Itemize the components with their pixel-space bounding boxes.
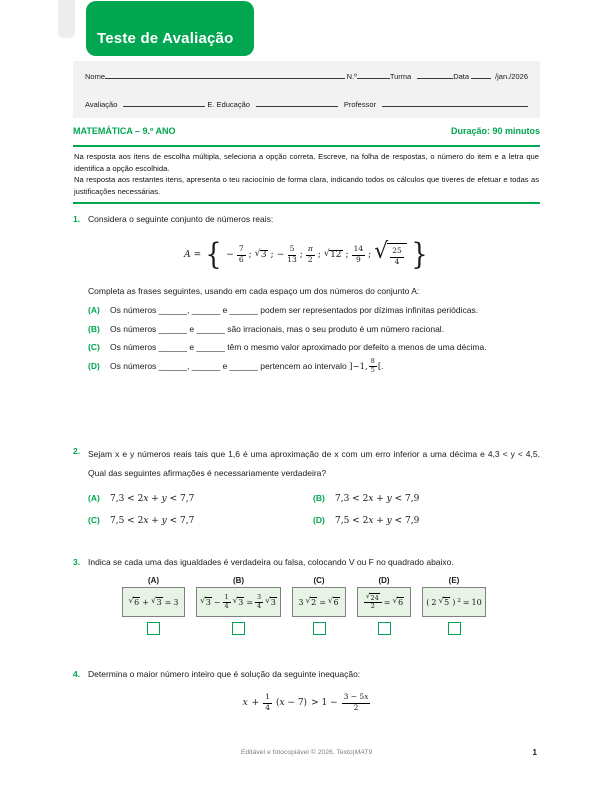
separator: ; (317, 250, 321, 260)
footer-text: Editável e fotocopiável © 2026, Texto|MAT9 (240, 749, 373, 756)
info-row-1 (85, 72, 528, 81)
radical-sign: √ (150, 596, 157, 606)
nome-blank-line (105, 76, 345, 79)
question-4-formula: x + $\frac{1}{4}$ (x − 7) > 1 − 3 − 5 x 2 (242, 692, 369, 712)
q3-label-e: (E) (448, 576, 460, 585)
q3-label-c: (C) (313, 576, 325, 585)
sqrt-6: √ 6 (392, 596, 404, 607)
fraction-pi-2: $\frac{\pi}{2}$ (307, 244, 313, 264)
question-4-number: 4. (73, 669, 81, 679)
numero-blank-line (357, 76, 390, 79)
sqrt-12: √ 12 (323, 248, 342, 261)
fraction-7-6: $\frac{7}{6}$ (238, 244, 244, 264)
q1-item-a-letter: (A) (88, 305, 100, 315)
q1-item-d (88, 357, 540, 377)
sqrt-3: √ 3 (200, 596, 211, 607)
q3-column-c (292, 576, 346, 635)
q3-column-e (422, 576, 486, 635)
duration-label: Duração: 90 minutos (450, 126, 540, 136)
sqrt-3: √ 3 (254, 248, 267, 261)
separator: ; (299, 250, 303, 260)
question-1-items (73, 301, 540, 376)
question-1-completa-row (73, 285, 540, 297)
question-2-text: Sejam x e y números reais tais que 1,6 é uma aproximação de x com um erro inferior a uma décima e 4,3 < y < 4,5. Qual das seguintes afirmações é necessariamente verdadeira? (88, 449, 540, 478)
q1-item-d-text: Os números ______, ______ e ______ pertencem ao intervalo ]−1, $\frac{8}{5}$ [. (110, 356, 384, 375)
set-a-formula (73, 231, 540, 279)
q2-option-d-letter: (D) (313, 515, 325, 525)
nome-label: Nome (85, 72, 106, 81)
turma-blank-line (417, 76, 453, 79)
q1-item-c-letter: (C) (88, 342, 100, 352)
q3-answer-square-d (378, 622, 391, 635)
close-brace: } (411, 237, 428, 272)
q2-option-b-letter: (B) (313, 493, 325, 503)
fraction-14-9: $\frac{14}{9}$ (353, 244, 364, 264)
interval-close: [ (377, 361, 382, 372)
fraction-1-4: $\frac{1}{4}$ (265, 692, 270, 712)
q2-option-a-letter: (A) (88, 493, 100, 503)
q1-item-d-letter: (D) (88, 360, 100, 371)
fraction-1-4: $\frac{1}{4}$ (224, 592, 229, 610)
question-2-options (88, 492, 540, 527)
q3-column-d (357, 576, 411, 635)
question-1-number: 1. (73, 214, 81, 224)
q3-answer-square-b (232, 622, 245, 635)
q3-equality-a: √ 6 + √ 3 = 3 (122, 587, 185, 617)
question-1-completa: Completa as frases seguintes, usando em cada espaço um dos números do conjunto A: (88, 286, 420, 296)
question-1 (73, 213, 540, 376)
set-name: A (184, 250, 191, 260)
question-2-number: 2. (73, 446, 81, 456)
q3-label-d: (D) (378, 576, 390, 585)
student-info-box (73, 61, 540, 118)
sqrt-6: √ 6 (128, 596, 140, 607)
fraction-3-4: $\frac{3}{4}$ (257, 592, 262, 610)
q1-item-b-letter: (B) (88, 323, 100, 334)
footer-brand: MAT9 (354, 749, 373, 756)
enc-educacao-blank-line (256, 104, 338, 107)
question-2 (73, 445, 540, 527)
equals-sign: = (193, 250, 202, 260)
numero-label: N.º (346, 72, 357, 81)
question-3-columns (122, 576, 540, 635)
info-row-2 (85, 100, 528, 109)
q3-equality-d: √ 24 2 = √ 6 (357, 587, 411, 617)
fraction-5-13: $\frac{5}{13}$ (287, 244, 297, 264)
page-footer (73, 749, 540, 756)
data-label: Data (453, 72, 470, 81)
interval-open: ]−1, (349, 361, 368, 372)
instruction-paragraph-2: Na resposta aos restantes itens, apresenta o teu raciocínio de forma clara, indicando todos os cálculos que tiveres de efetuar e todas as justificações necessárias. (74, 175, 539, 196)
radical-sign: √ (265, 596, 271, 606)
q1-item-b-text: Os números ______ e ______ são irracionais, mas o seu produto é um número racional. (110, 323, 445, 334)
q2-option-d (313, 514, 540, 527)
open-brace: { (205, 237, 222, 272)
fraction-sqrt24-2: √ 24 2 (364, 593, 382, 611)
radical-sign: √ (200, 596, 206, 606)
fraction-8-5: $\frac{8}{5}$ (370, 356, 375, 375)
radical-sign: √ (365, 592, 370, 601)
avaliacao-label: Avaliação (85, 100, 118, 109)
fraction-3-5x-2: 3 − 5 x 2 (343, 692, 369, 712)
q3-label-a: (A) (147, 576, 160, 585)
radical-sign: √ (305, 596, 311, 606)
title-banner (86, 1, 254, 56)
separator: ; (270, 250, 274, 260)
professor-blank-line (382, 104, 528, 107)
page-number: 1 (532, 748, 537, 757)
question-3-number: 3. (73, 557, 81, 567)
q1-item-c (88, 338, 540, 357)
q2-option-d-expr: 7,5 < 2x + y < 7,9 (335, 516, 420, 526)
radical-sign: √ (323, 248, 330, 259)
q3-answer-square-a (147, 622, 160, 635)
data-suffix-label: /jan./2026 (495, 72, 528, 81)
sqrt-3: √ 3 (150, 596, 162, 607)
q2-option-b-expr: 7,3 < 2x + y < 7,9 (335, 494, 420, 504)
q2-option-b (313, 492, 540, 505)
q3-column-b (196, 576, 281, 635)
q2-option-c-letter: (C) (88, 515, 100, 525)
separator: ; (248, 250, 252, 260)
q3-equality-b: √ 3 − $\frac{1}{4}$ √ 3 = $\frac{3}{4}$ √ 3 (196, 587, 281, 617)
q2-option-c-expr: 7,5 < 2x + y < 7,7 (110, 516, 195, 526)
sqrt-3: √ 3 (232, 596, 244, 607)
minus-sign: − (226, 250, 234, 260)
professor-label: Professor (343, 100, 377, 109)
radical-sign: √ (254, 248, 261, 259)
sqrt-5: √ 5 (438, 596, 450, 607)
radical-sign: √ (392, 596, 398, 606)
enc-educacao-label: E. Educação (207, 100, 250, 109)
q3-equality-e: ( 2 √ 5 ) 2 = 10 (422, 587, 486, 617)
question-4 (73, 668, 540, 717)
sqrt-2: √ 2 (305, 596, 317, 607)
page-title: Teste de Avaliação (97, 30, 234, 47)
turma-label: Turma (389, 72, 412, 81)
q3-column-a (122, 576, 185, 635)
instruction-paragraph-1: Na resposta aos itens de escolha múltipla, seleciona a opção correta. Escreve, na folha de respostas, o número do item e a letra que identifica a opção escolhida. (74, 152, 539, 173)
sqrt-24: √ 24 (365, 592, 379, 602)
q3-answer-square-e (448, 622, 461, 635)
q3-answer-square-c (313, 622, 326, 635)
question-1-intro: Considera o seguinte conjunto de números reais: (88, 214, 274, 224)
background-tab-shape (58, 0, 75, 38)
radical-sign: √ (128, 596, 134, 606)
radical-sign: √ (374, 239, 389, 265)
q2-option-a-expr: 7,3 < 2x + y < 7,7 (110, 494, 195, 504)
separator: ; (345, 250, 349, 260)
radical-sign: √ (232, 596, 238, 606)
radical-sign: √ (438, 596, 444, 606)
q1-item-a-text: Os números ______, ______ e ______ podem ser representados por dízimas infinitas periódicas. (110, 305, 479, 315)
subject-row (73, 126, 540, 136)
q1-item-b (88, 320, 540, 339)
q1-item-a (88, 301, 540, 320)
q2-option-a (88, 492, 313, 505)
question-4-intro: Determina o maior número inteiro que é solução da seguinte inequação: (88, 669, 361, 679)
instructions-box (73, 145, 540, 204)
q3-label-b: (B) (232, 576, 245, 585)
avaliacao-blank-line (123, 104, 205, 107)
question-3-intro: Indica se cada uma das igualdades é verdadeira ou falsa, colocando V ou F no quadrado abaixo. (88, 557, 454, 567)
radical-sign: √ (327, 596, 333, 606)
subject-title: MATEMÁTICA – 9.º ANO (73, 126, 176, 136)
minus-sign: − (276, 250, 285, 260)
question-3 (73, 556, 540, 635)
q2-option-c (88, 514, 313, 527)
data-blank-line (471, 76, 491, 79)
separator: ; (368, 250, 372, 260)
q1-item-c-text: Os números ______ e ______ têm o mesmo valor aproximado por defeito a menos de uma décima. (110, 342, 487, 352)
question-1-head (73, 213, 540, 225)
sqrt-25-over-4: √ $\frac{25}{4}$ (374, 243, 407, 266)
sqrt-6: √ 6 (327, 596, 339, 607)
q3-equality-c: 3 √ 2 = √ 6 (292, 587, 346, 617)
exponent: 2 (457, 598, 461, 605)
sqrt-3: √ 3 (265, 596, 276, 607)
